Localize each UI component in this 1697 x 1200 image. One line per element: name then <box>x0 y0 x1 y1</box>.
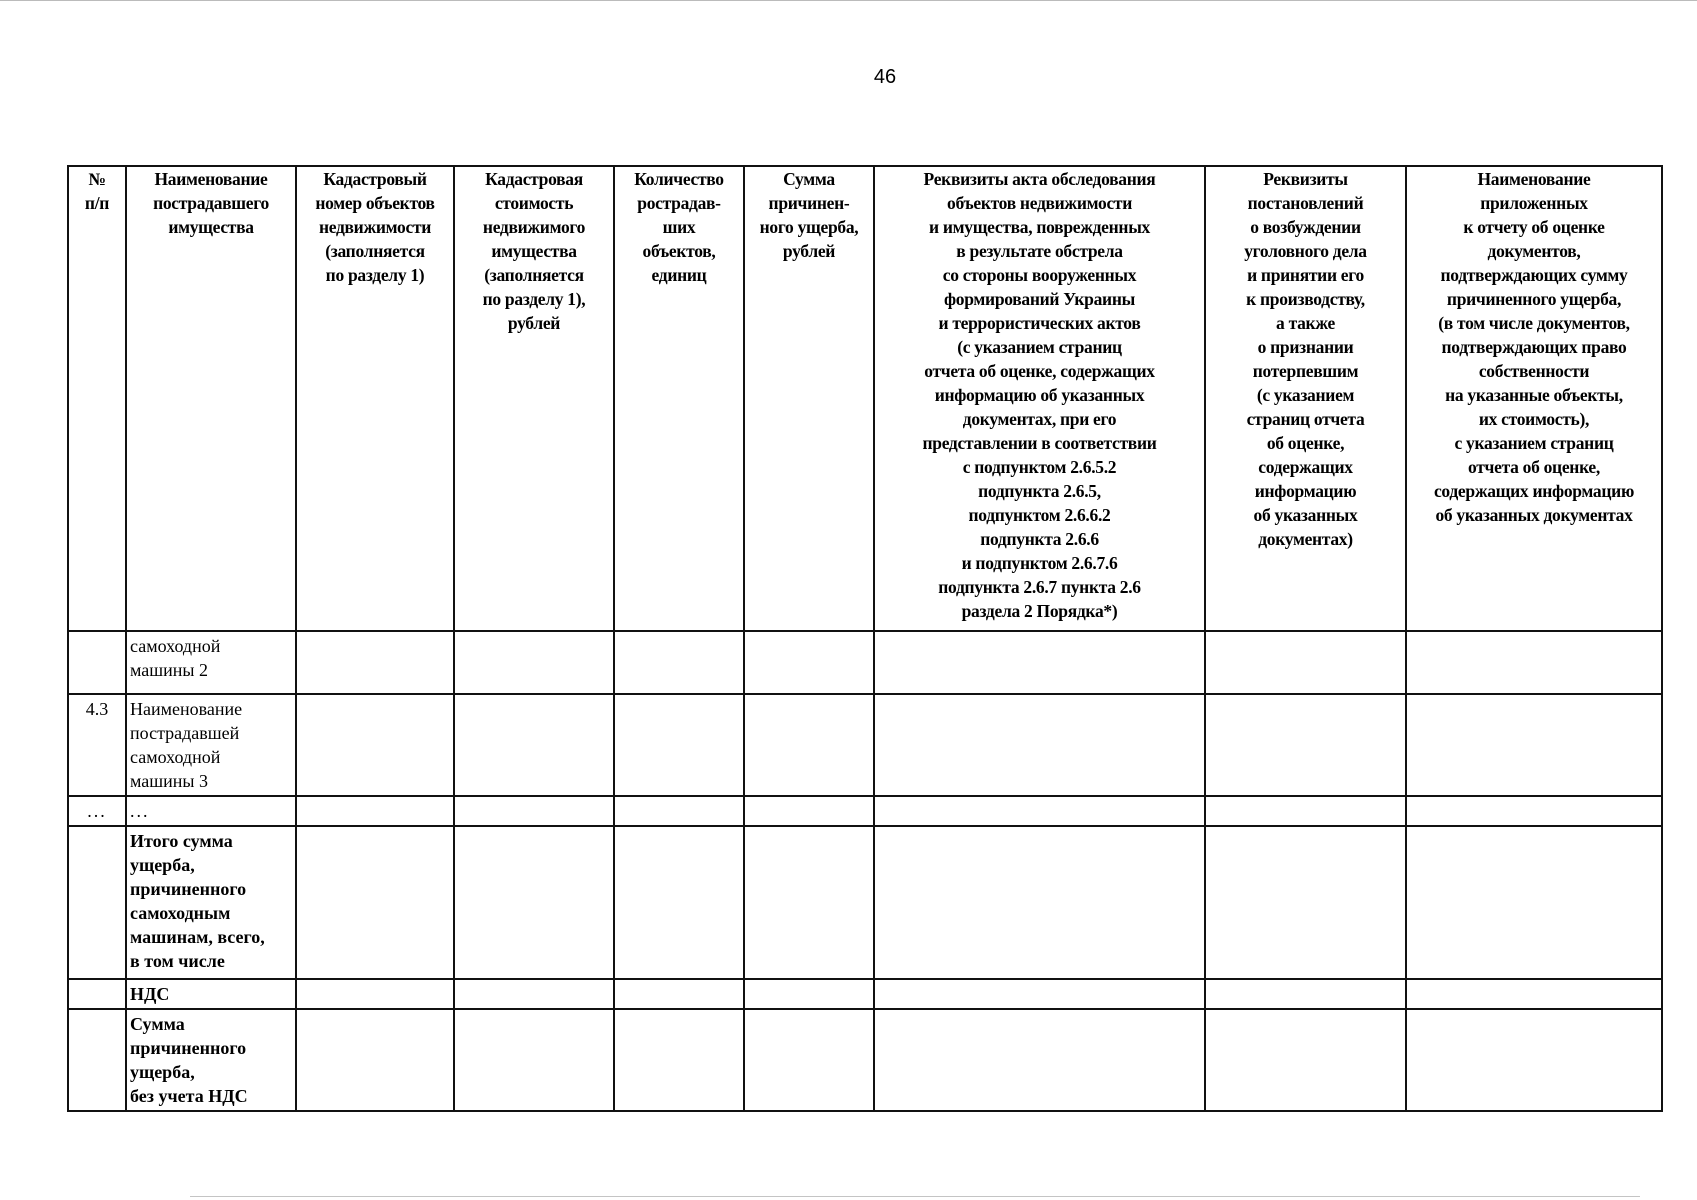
empty-cell <box>1406 694 1662 796</box>
empty-cell <box>1205 796 1406 826</box>
empty-cell <box>614 826 744 979</box>
empty-cell <box>1205 826 1406 979</box>
header-attached-documents: Наименование приложенных к отчету об оценке документов, подтверждающих сумму причиненного ущерба, (в том числе документов, подтверждающих право собственности на указанные объекты, их стоимость), с указанием страниц отчета об оценке, содержащих информацию об указанных документах <box>1406 166 1662 631</box>
empty-cell <box>614 796 744 826</box>
damage-table <box>67 165 1663 1112</box>
empty-cell <box>744 979 874 1009</box>
empty-cell <box>296 631 454 694</box>
empty-cell <box>614 694 744 796</box>
empty-cell <box>454 979 614 1009</box>
empty-cell <box>1406 631 1662 694</box>
empty-cell <box>874 694 1205 796</box>
header-inspection-act: Реквизиты акта обследования объектов недвижимости и имущества, поврежденных в результате обстрела со стороны вооруженных формирований Украины и террористических актов (с указанием страниц отчета об оценке, содержащих информацию об указанных документах, при его представлении в соответствии с подпунктом 2.6.5.2 подпункта 2.6.5, подпунктом 2.6.6.2 подпункта 2.6.6 и подпунктом 2.6.7.6 подпункта 2.6.7 пункта 2.6 раздела 2 Порядка*) <box>874 166 1205 631</box>
empty-cell <box>454 631 614 694</box>
empty-cell <box>874 826 1205 979</box>
scan-artifact-top <box>0 0 1697 1</box>
empty-cell <box>1205 979 1406 1009</box>
empty-cell <box>874 1009 1205 1111</box>
empty-cell <box>874 796 1205 826</box>
empty-cell <box>296 796 454 826</box>
empty-cell <box>744 1009 874 1111</box>
table-row <box>68 631 1662 694</box>
scan-artifact-bottom <box>190 1196 1640 1197</box>
empty-cell <box>1406 979 1662 1009</box>
empty-cell <box>296 1009 454 1111</box>
row-name: Сумма причиненного ущерба, без учета НДС <box>126 1009 296 1111</box>
table-row-vat <box>68 979 1662 1009</box>
header-property-name: Наименование пострадавшего имущества <box>126 166 296 631</box>
table-row-total <box>68 826 1662 979</box>
empty-cell <box>1205 694 1406 796</box>
row-number <box>68 1009 126 1111</box>
empty-cell <box>1406 796 1662 826</box>
empty-cell <box>454 796 614 826</box>
row-name: Итого сумма ущерба, причиненного самоходным машинам, всего, в том числе <box>126 826 296 979</box>
row-number <box>68 631 126 694</box>
row-number <box>68 979 126 1009</box>
row-name: ... <box>126 796 296 826</box>
header-number: № п/п <box>68 166 126 631</box>
header-cadastral-number: Кадастровый номер объектов недвижимости (заполняется по разделу 1) <box>296 166 454 631</box>
empty-cell <box>454 1009 614 1111</box>
empty-cell <box>454 694 614 796</box>
empty-cell <box>744 826 874 979</box>
table-row <box>68 796 1662 826</box>
empty-cell <box>614 979 744 1009</box>
empty-cell <box>296 826 454 979</box>
header-damage-sum: Сумма причинен- ного ущерба, рублей <box>744 166 874 631</box>
empty-cell <box>454 826 614 979</box>
empty-cell <box>296 694 454 796</box>
empty-cell <box>296 979 454 1009</box>
table-header-row <box>68 166 1662 631</box>
row-number <box>68 826 126 979</box>
empty-cell <box>614 631 744 694</box>
header-object-count: Количество pострадав- ших объектов, единиц <box>614 166 744 631</box>
empty-cell <box>874 979 1205 1009</box>
empty-cell <box>744 694 874 796</box>
empty-cell <box>744 796 874 826</box>
header-criminal-case: Реквизиты постановлений о возбуждении уголовного дела и принятии его к производству, а также о признании потерпевшим (с указанием страниц отчета об оценке, содержащих информацию об указанных документах) <box>1205 166 1406 631</box>
empty-cell <box>614 1009 744 1111</box>
empty-cell <box>1406 826 1662 979</box>
page-number: 46 <box>873 66 897 88</box>
row-number: ... <box>68 796 126 826</box>
row-name: самоходной машины 2 <box>126 631 296 694</box>
empty-cell <box>744 631 874 694</box>
row-name: НДС <box>126 979 296 1009</box>
table-row <box>68 694 1662 796</box>
empty-cell <box>1205 1009 1406 1111</box>
empty-cell <box>1205 631 1406 694</box>
table-row-net <box>68 1009 1662 1111</box>
row-number: 4.3 <box>68 694 126 796</box>
empty-cell <box>874 631 1205 694</box>
empty-cell <box>1406 1009 1662 1111</box>
row-name: Наименование пострадавшей самоходной машины 3 <box>126 694 296 796</box>
header-cadastral-value: Кадастровая стоимость недвижимого имущества (заполняется по разделу 1), рублей <box>454 166 614 631</box>
